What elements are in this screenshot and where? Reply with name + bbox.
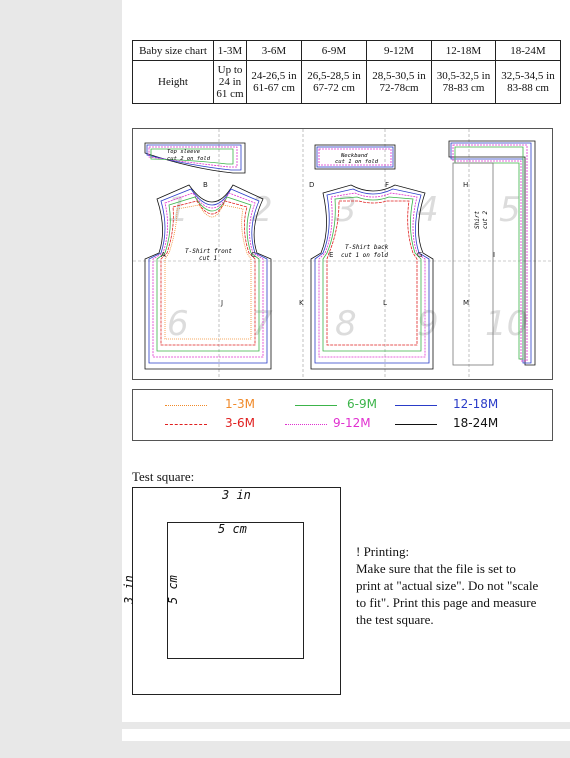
legend-label-1-3m: 1-3M xyxy=(225,397,255,411)
top-sleeve-name: Top sleeve xyxy=(167,149,201,155)
height-cell-9-12m xyxy=(367,61,432,104)
legend-label-3-6m: 3-6M xyxy=(225,416,255,430)
size-legend xyxy=(132,389,553,441)
page-number-6: 6 xyxy=(167,304,189,344)
pattern-drawing xyxy=(133,129,552,379)
tshirt-back-cut: cut 1 on fold xyxy=(341,252,388,259)
page-number-2: 2 xyxy=(251,190,273,230)
tshirt-back-piece xyxy=(311,185,433,369)
notch-a: A xyxy=(161,251,166,259)
page-number-3: 3 xyxy=(335,190,357,230)
document-page xyxy=(122,0,570,758)
size-header-1-3m: 1-3M xyxy=(214,41,247,61)
page-number-10: 10 xyxy=(485,304,529,344)
legend-line-3-6m xyxy=(165,424,207,425)
size-header-6-9m: 6-9M xyxy=(302,41,367,61)
notch-k: K xyxy=(299,299,304,307)
notch-b: B xyxy=(203,181,208,189)
notch-m: M xyxy=(463,299,470,307)
legend-line-9-12m xyxy=(285,424,327,425)
height-1-3m-line1: Up to xyxy=(217,64,243,76)
size-header-3-6m: 3-6M xyxy=(247,41,302,61)
page-number-5: 5 xyxy=(499,190,521,230)
height-6-9m-in: 26,5-28,5 in xyxy=(307,70,361,82)
legend-label-12-18m: 12-18M xyxy=(453,397,499,411)
page-number-1: 1 xyxy=(167,190,189,230)
outer-square-side-label: 3 in xyxy=(122,575,136,604)
printing-note-heading: ! Printing: xyxy=(356,544,410,559)
size-chart-header-row xyxy=(133,41,561,61)
height-12-18m-in: 30,5-32,5 in xyxy=(436,70,491,82)
legend-line-1-3m xyxy=(165,405,207,406)
neckband-cut: cut 1 on fold xyxy=(335,159,379,165)
legend-line-6-9m xyxy=(295,405,337,406)
height-label-cell: Height xyxy=(133,61,214,104)
pattern-layout xyxy=(132,128,553,380)
left-sidebar xyxy=(0,0,122,758)
printing-note-line-1: Make sure that the file is set to xyxy=(356,561,516,576)
test-square-5cm xyxy=(167,522,304,659)
page-number-4: 4 xyxy=(417,190,439,230)
baby-size-chart xyxy=(132,40,561,104)
height-18-24m-cm: 83-88 cm xyxy=(507,82,549,94)
printing-note-line-4: the test square. xyxy=(356,612,434,627)
height-3-6m-in: 24-26,5 in xyxy=(251,70,297,82)
bottom-divider-1 xyxy=(0,722,570,729)
height-cell-12-18m xyxy=(432,61,496,104)
notch-l: L xyxy=(383,299,387,307)
inner-square-top-label: 5 cm xyxy=(218,522,247,536)
height-18-24m-in: 32,5-34,5 in xyxy=(501,70,555,82)
tshirt-front-name: T-Shirt front xyxy=(185,248,232,255)
printing-note xyxy=(356,543,556,628)
height-12-18m-cm: 78-83 cm xyxy=(442,82,485,94)
height-cell-18-24m xyxy=(496,61,561,104)
notch-e: E xyxy=(329,251,334,259)
page-number-9: 9 xyxy=(417,304,439,344)
notch-h: H xyxy=(463,181,469,189)
outer-square-top-label: 3 in xyxy=(222,488,251,502)
printing-note-line-2: print at "actual size". Do not "scale xyxy=(356,578,539,593)
bottom-divider-2 xyxy=(0,741,570,758)
notch-f: F xyxy=(385,181,390,189)
legend-label-18-24m: 18-24M xyxy=(453,416,499,430)
size-header-12-18m: 12-18M xyxy=(432,41,496,61)
legend-line-18-24m xyxy=(395,424,437,425)
size-chart-height-row xyxy=(133,61,561,104)
size-header-18-24m: 18-24M xyxy=(496,41,561,61)
test-square-title: Test square: xyxy=(132,469,195,484)
notch-c: C xyxy=(251,251,256,259)
height-1-3m-line2: 24 in xyxy=(218,76,242,88)
notch-d: D xyxy=(309,181,315,189)
shirt-cut: cut 2 xyxy=(482,210,489,229)
size-chart-title-cell: Baby size chart xyxy=(133,41,214,61)
neckband-name: Neckband xyxy=(341,153,368,159)
tshirt-front-cut: cut 1 xyxy=(199,255,218,262)
legend-label-9-12m: 9-12M xyxy=(333,416,371,430)
height-cell-6-9m xyxy=(302,61,367,104)
height-9-12m-cm: 72-78cm xyxy=(379,82,419,94)
page-number-7: 7 xyxy=(251,304,273,344)
height-1-3m-line3: 61 cm xyxy=(216,88,244,100)
height-6-9m-cm: 67-72 cm xyxy=(313,82,355,94)
legend-line-12-18m xyxy=(395,405,437,406)
page-number-8: 8 xyxy=(335,304,357,344)
top-sleeve-cut: cut 2 on fold xyxy=(167,156,211,162)
legend-label-6-9m: 6-9M xyxy=(347,397,377,411)
height-3-6m-cm: 61-67 cm xyxy=(253,82,295,94)
printing-note-line-3: to fit". Print this page and measure xyxy=(356,595,537,610)
inner-square-side-label: 5 cm xyxy=(166,575,180,604)
height-9-12m-in: 28,5-30,5 in xyxy=(372,70,426,82)
notch-i: I xyxy=(493,251,496,259)
notch-g: G xyxy=(417,251,423,259)
size-header-9-12m: 9-12M xyxy=(367,41,432,61)
notch-j: J xyxy=(221,299,224,307)
height-cell-1-3m xyxy=(214,61,247,104)
tshirt-back-name: T-Shirt back xyxy=(345,244,389,251)
height-cell-3-6m xyxy=(247,61,302,104)
shirt-name: Shirt xyxy=(474,210,481,229)
